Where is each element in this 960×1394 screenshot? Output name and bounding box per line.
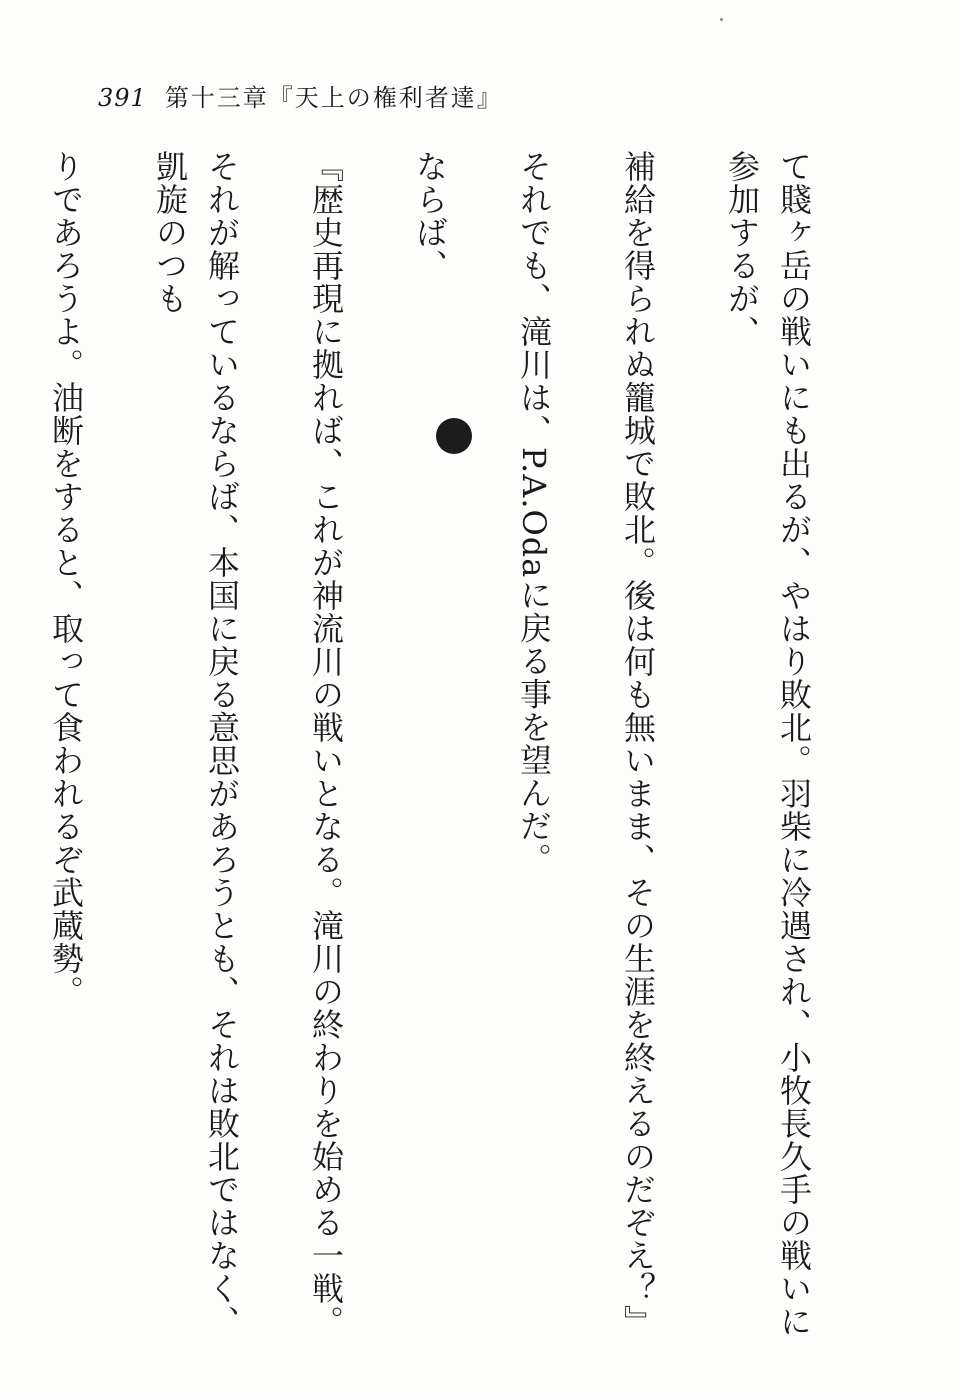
paragraph-line: ならば、 [411,150,449,282]
section-break-dot-icon [436,418,472,454]
paragraph-line: 補給を得られぬ籠城で敗北。後は何も無いまま、その生涯を終えるのだぞえ？』 [619,150,657,1338]
paragraph-line: それが解っているならば、本国に戻る意思があろうとも、それは敗北ではなく、凱旋のつも [151,150,241,1338]
paragraph-line: りであろうよ。油断をすると、取って食われるぞ武蔵勢。 [47,150,85,1008]
page-number: 391 [98,84,147,112]
scan-speck [720,18,723,21]
chapter-title: 第十三章『天上の権利者達』 [164,84,503,112]
vertical-body-text [47,150,872,1340]
page-header [98,82,503,114]
paragraph-line: 『歴史再現に拠れば、これが神流川の戦いとなる。滝川の終わりを始める一戦。 [307,150,345,1338]
paragraph-line: それでも、滝川は、P.A.Odaに戻る事を望んだ。 [515,150,553,876]
paragraph-line: て賤ヶ岳の戦いにも出るが、やはり敗北。羽柴に冷遇され、小牧長久手の戦いに参加するが、 [723,150,813,1338]
